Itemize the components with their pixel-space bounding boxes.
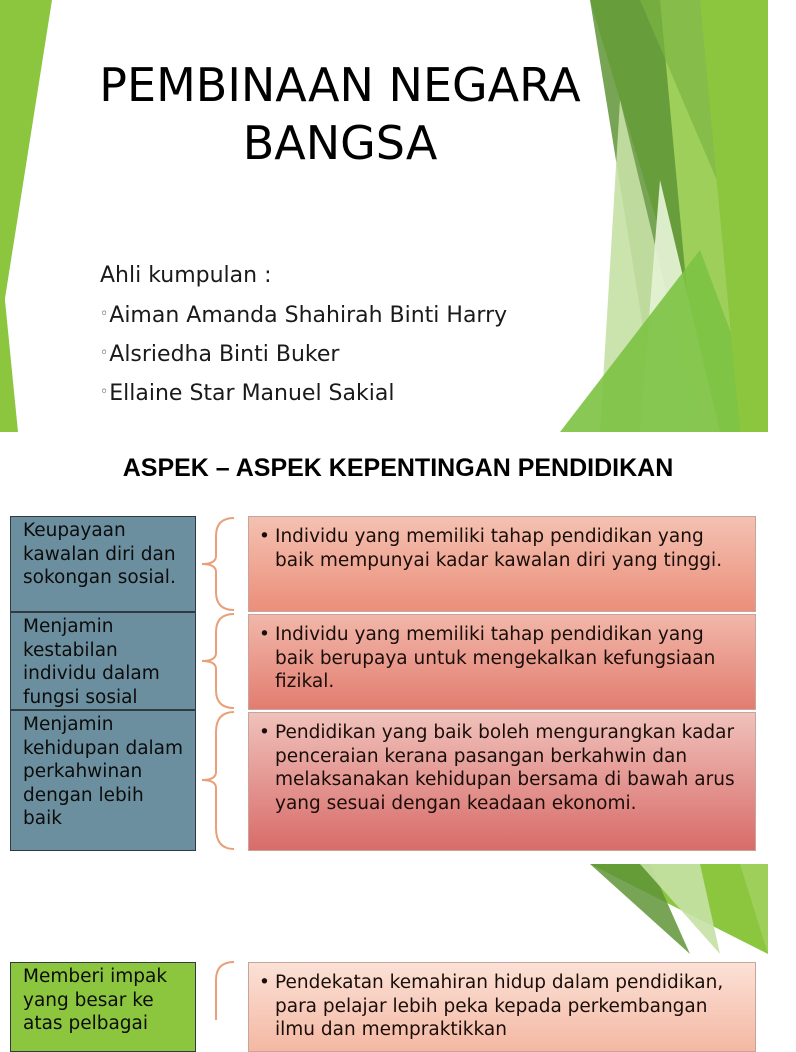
- detail-box: [248, 516, 756, 612]
- aspect-box: Memberi impak yang besar ke atas pelbagai: [10, 962, 196, 1052]
- bullet-icon: •: [259, 722, 270, 743]
- bullet-icon: •: [259, 526, 270, 547]
- detail-box: [248, 962, 756, 1052]
- slide-heading: ASPEK – ASPEK KEPENTINGAN PENDIDIKAN: [122, 454, 674, 482]
- detail-box: [248, 614, 756, 710]
- brace-icon: [196, 960, 236, 1050]
- bullet-icon: •: [259, 972, 270, 993]
- member-item: [100, 374, 507, 413]
- education-aspects-slide: [0, 432, 768, 864]
- member-name: Ellaine Star Manuel Sakial: [109, 381, 395, 406]
- bullet-icon: ◦: [100, 384, 109, 400]
- detail-text: Individu yang memiliki tahap pendidikan yang baik mempunyai kadar kawalan diri yang tinggi.: [275, 526, 723, 571]
- aspect-box: Menjamin kehidupan dalam perkahwinan dengan lebih baik: [10, 710, 196, 851]
- aspect-box: Keupayaan kawalan diri dan sokongan sosial.: [10, 516, 196, 612]
- member-item: [100, 335, 507, 374]
- bullet-icon: •: [259, 624, 270, 645]
- brace-icon: [196, 710, 236, 851]
- detail-text: Pendidikan yang baik boleh mengurangkan kadar penceraian kerana pasangan berkahwin dan melaksanakan kehidupan bersama di bawah arus yang sesuai dengan keadaan ekonomi.: [275, 722, 735, 814]
- detail-text: Pendekatan kemahiran hidup dalam pendidikan, para pelajar lebih peka kepada perkembangan ilmu dan mempraktikkan: [275, 972, 724, 1040]
- impact-slide: [0, 864, 768, 1040]
- bullet-icon: ◦: [100, 345, 109, 361]
- member-item: [100, 296, 507, 335]
- members-heading: Ahli kumpulan :: [100, 263, 272, 288]
- member-name: Aiman Amanda Shahirah Binti Harry: [109, 303, 508, 328]
- title-line-1: PEMBINAAN NEGARA: [99, 58, 581, 112]
- bullet-icon: ◦: [100, 306, 109, 322]
- member-name: Alsriedha Binti Buker: [109, 342, 340, 367]
- aspect-box: Menjamin kestabilan individu dalam fungsi sosial: [10, 612, 196, 710]
- title-line-2: BANGSA: [242, 116, 438, 170]
- detail-text: Individu yang memiliki tahap pendidikan yang baik berupaya untuk mengekalkan kefungsiaan fizikal.: [275, 624, 716, 692]
- title-slide: [0, 0, 768, 432]
- brace-icon: [196, 516, 236, 612]
- detail-box: [248, 712, 756, 851]
- presentation-title: [40, 56, 640, 172]
- group-members: [100, 258, 507, 413]
- brace-icon: [196, 612, 236, 710]
